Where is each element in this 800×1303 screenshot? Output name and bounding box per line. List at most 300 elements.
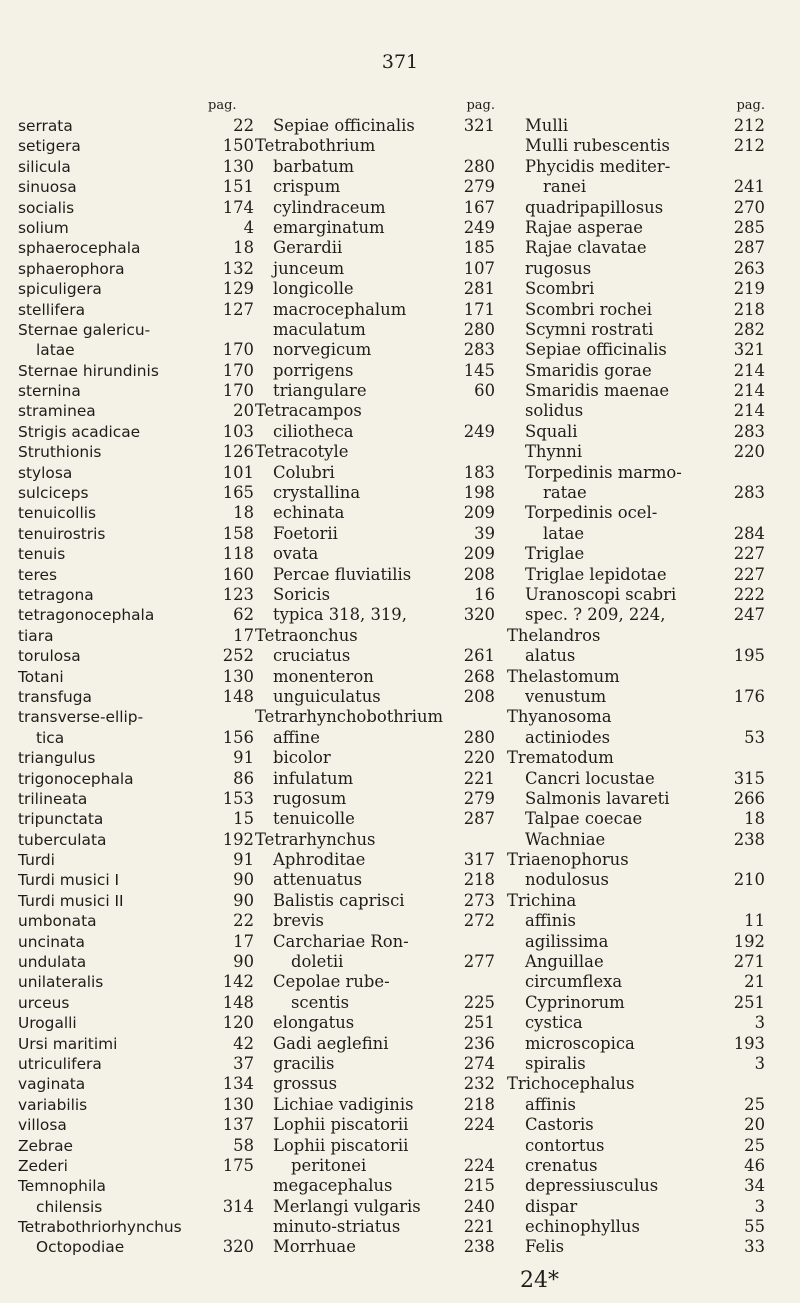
index-entry [255,830,503,850]
entry-page: 176 [733,686,765,706]
entry-label: affinis [525,1094,576,1114]
entry-page: 283 [733,483,765,503]
entry-label: doletii [291,952,344,972]
index-entry [18,1156,264,1176]
entry-label: Foetorii [273,523,338,543]
entry-page: 123 [222,584,254,604]
entry-label: Felis [525,1237,565,1257]
entry-page: 220 [463,748,495,768]
entry-label: socialis [18,198,75,217]
index-entry [507,1054,765,1074]
index-entry [18,1237,264,1257]
index-entry [255,993,503,1013]
entry-label: Tetraonchus [255,625,358,645]
index-entry [255,972,503,992]
entry-page: 130 [222,666,254,686]
entry-page: 91 [233,748,254,768]
entry-label: junceum [273,258,345,278]
index-entry [18,1197,264,1217]
entry-label: vaginata [18,1075,86,1094]
entry-label: tenuicollis [18,504,97,523]
entry-page: 90 [233,870,254,890]
entry-label: Smaridis gorae [525,360,652,380]
entry-label: bicolor [273,748,331,768]
index-entry [255,1034,503,1054]
index-entry [18,728,264,748]
entry-label: tica [36,728,65,747]
entry-page: 18 [233,503,254,523]
index-entry [507,259,765,279]
index-entry [255,1237,503,1257]
entry-label: longicolle [273,279,354,299]
entry-page: 192 [733,931,765,951]
entry-label: Morrhuae [273,1237,356,1257]
entry-page: 192 [222,829,254,849]
index-entry [255,442,503,462]
entry-page: 18 [233,238,254,258]
index-entry [507,1013,765,1033]
index-entry [18,1176,264,1196]
entry-page: 15 [233,809,254,829]
entry-page: 317 [463,850,495,870]
entry-label: rugosum [273,788,347,808]
entry-label: Sepiae officinalis [273,116,415,135]
index-entry [507,1197,765,1217]
entry-label: ranei [543,177,587,197]
entry-page: 218 [463,1094,495,1114]
entry-page: 25 [744,1094,765,1114]
entry-label: Thelandros [507,625,601,645]
index-entry [255,503,503,523]
entry-label: Thynni [525,442,583,462]
index-entry [255,565,503,585]
index-entry [18,809,264,829]
index-entry [18,503,264,523]
index-entry [255,136,503,156]
index-entry [255,789,503,809]
index-entry [255,422,503,442]
index-entry [507,769,765,789]
index-entry [507,116,765,136]
entry-page: 118 [222,544,254,564]
entry-label: actiniodes [525,727,611,747]
entry-label: spiralis [525,1053,586,1073]
index-entry [18,1034,264,1054]
entry-page: 315 [733,768,765,788]
entry-label: Sternae hirundinis [18,361,159,380]
index-entry [507,503,765,523]
pag-header: pag. [208,98,237,113]
entry-label: Zebrae [18,1136,74,1155]
entry-page: 271 [733,952,765,972]
entry-page: 174 [222,197,254,217]
index-entry [507,361,765,381]
entry-page: 215 [463,1176,495,1196]
index-entry [18,891,264,911]
entry-label: Salmonis lavareti [525,788,670,808]
entry-label: tetragona [18,585,94,604]
index-entry [255,463,503,483]
entry-page: 251 [463,1013,495,1033]
index-entry [18,932,264,952]
index-column-2 [255,98,503,1258]
index-entry [507,1095,765,1115]
entry-page: 39 [474,523,495,543]
index-entry [255,1074,503,1094]
entry-label: quadripapillosus [525,197,664,217]
index-entry [507,993,765,1013]
entry-page: 18 [744,809,765,829]
entry-label: Soricis [273,584,331,604]
index-entry [255,320,503,340]
index-entry [507,565,765,585]
entry-label: barbatum [273,156,355,176]
entry-page: 132 [222,258,254,278]
entry-page: 247 [733,605,765,625]
index-entry [255,1156,503,1176]
entry-label: Phycidis mediter- [525,156,671,176]
index-entry [255,605,503,625]
index-entry [507,1034,765,1054]
index-entry [18,381,264,401]
entry-page: 137 [222,1115,254,1135]
index-entry [18,340,264,360]
index-entry [507,1074,765,1094]
entry-page: 183 [463,462,495,482]
entry-label: ciliotheca [273,421,354,441]
entry-page: 238 [733,829,765,849]
entry-page: 212 [733,116,765,135]
index-entry [255,1054,503,1074]
index-entry [18,524,264,544]
index-entry [255,687,503,707]
entry-page: 279 [463,177,495,197]
entry-label: affine [273,727,320,747]
entry-page: 285 [733,217,765,237]
index-entry [255,361,503,381]
entry-page: 170 [222,340,254,360]
entry-page: 142 [222,972,254,992]
index-entry [507,687,765,707]
entry-page: 126 [222,442,254,462]
entry-page: 238 [463,1237,495,1257]
index-entry [255,340,503,360]
index-entry [255,218,503,238]
index-entry [507,1115,765,1135]
index-entry [255,646,503,666]
entry-page: 251 [733,992,765,1012]
index-entry [507,748,765,768]
index-entry [255,238,503,258]
entry-page: 150 [222,136,254,156]
index-entry [255,728,503,748]
entry-label: sulciceps [18,484,89,503]
index-entry [18,585,264,605]
index-entry [507,544,765,564]
entry-page: 90 [233,890,254,910]
index-entry [18,952,264,972]
entry-label: tenuirostris [18,524,106,543]
index-entry [507,1156,765,1176]
entry-label: unguiculatus [273,686,381,706]
index-entry [255,932,503,952]
index-entry [507,932,765,952]
index-entry [507,830,765,850]
index-entry [255,809,503,829]
entry-label: Turdi musici I [18,871,120,890]
index-entry [255,157,503,177]
index-entry [18,605,264,625]
index-entry [507,320,765,340]
entry-page: 4 [243,217,254,237]
entry-page: 281 [463,279,495,299]
index-entry [255,279,503,299]
entry-label: torulosa [18,647,81,666]
entry-label: tiara [18,626,54,645]
index-entry [255,707,503,727]
entry-label: Cancri locustae [525,768,655,788]
entry-label: Mulli rubescentis [525,136,670,156]
entry-label: crenatus [525,1155,598,1175]
entry-page: 17 [233,931,254,951]
entry-label: Tetrarhynchus [255,829,376,849]
index-entry [507,626,765,646]
entry-page: 240 [463,1196,495,1216]
entry-label: Thelastomum [507,666,620,686]
entry-label: Urogalli [18,1014,77,1033]
entry-label: Squali [525,421,578,441]
index-entry [255,116,503,136]
entry-label: brevis [273,911,324,931]
index-entry [255,850,503,870]
entry-label: Trichocephalus [507,1074,635,1094]
entry-label: gracilis [273,1053,335,1073]
index-entry [255,769,503,789]
entry-page: 90 [233,952,254,972]
entry-label: umbonata [18,912,97,931]
entry-page: 103 [222,421,254,441]
entry-page: 21 [744,972,765,992]
entry-page: 320 [222,1237,254,1257]
entry-label: silicula [18,157,71,176]
pag-header: pag. [466,98,495,113]
entry-label: affinis [525,911,576,931]
entry-label: Merlangi vulgaris [273,1196,421,1216]
index-entry [507,850,765,870]
entry-label: Ursi maritimi [18,1034,118,1053]
entry-page: 198 [463,483,495,503]
entry-page: 156 [222,727,254,747]
entry-page: 320 [463,605,495,625]
index-entry [255,524,503,544]
index-entry [507,300,765,320]
index-entry [255,544,503,564]
entry-page: 279 [463,788,495,808]
entry-label: trilineata [18,789,88,808]
entry-label: Gadi aeglefini [273,1033,389,1053]
entry-page: 221 [463,1217,495,1237]
index-entry [255,891,503,911]
entry-page: 60 [474,381,495,401]
entry-page: 268 [463,666,495,686]
entry-label: grossus [273,1074,337,1094]
entry-label: monenteron [273,666,374,686]
entry-label: typica 318, 319, [273,605,407,625]
index-entry [18,442,264,462]
entry-label: Tetrabothriorhynchus [18,1218,182,1237]
index-entry [507,728,765,748]
index-entry [18,198,264,218]
index-entry [507,1237,765,1257]
entry-label: Trematodum [507,748,614,768]
index-entry [18,769,264,789]
entry-page: 282 [733,319,765,339]
entry-page: 270 [733,197,765,217]
entry-page: 171 [463,299,495,319]
entry-page: 16 [474,584,495,604]
entry-label: tenuicolle [273,809,355,829]
index-entry [18,565,264,585]
entry-label: triangulare [273,381,367,401]
entry-label: Aphroditae [273,850,366,870]
entry-label: echinophyllus [525,1217,640,1237]
entry-label: ovata [273,544,319,564]
index-entry [18,830,264,850]
entry-page: 134 [222,1074,254,1094]
entry-label: utriculifera [18,1054,102,1073]
entry-page: 321 [463,116,495,135]
index-entry [18,850,264,870]
index-entry [18,972,264,992]
entry-label: triangulus [18,749,96,768]
entry-page: 283 [733,421,765,441]
index-entry [255,585,503,605]
entry-label: serrata [18,117,73,135]
entry-page: 263 [733,258,765,278]
index-entry [18,1013,264,1033]
entry-label: nodulosus [525,870,609,890]
entry-label: Turdi [18,851,55,870]
index-entry [255,259,503,279]
entry-page: 214 [733,381,765,401]
entry-page: 20 [233,401,254,421]
index-entry [507,422,765,442]
entry-label: Zederi [18,1156,68,1175]
index-entry [507,136,765,156]
index-entry [507,707,765,727]
entry-label: Temnophila [18,1177,106,1196]
entry-label: Sepiae officinalis [525,340,667,360]
index-entry [18,1217,264,1237]
entry-page: 227 [733,564,765,584]
entry-label: Triaenophorus [507,850,629,870]
index-entry [255,911,503,931]
entry-label: emarginatum [273,217,385,237]
entry-label: Smaridis maenae [525,381,670,401]
entry-page: 218 [733,299,765,319]
index-entry [507,238,765,258]
index-entry [18,320,264,340]
index-entry [18,300,264,320]
entry-label: Cepolae rube- [273,972,390,992]
entry-page: 3 [754,1196,765,1216]
index-entry [507,381,765,401]
entry-page: 280 [463,727,495,747]
entry-label: latae [543,523,585,543]
entry-label: uncinata [18,932,85,951]
entry-label: Castoris [525,1115,594,1135]
entry-label: solium [18,218,69,237]
entry-label: spiculigera [18,280,102,299]
entry-label: Percae fluviatilis [273,564,412,584]
index-entry [507,870,765,890]
entry-label: Tetrabothrium [255,136,376,156]
signature-mark: 24* [520,1268,559,1293]
index-entry [18,361,264,381]
entry-label: maculatum [273,319,366,339]
entry-page: 130 [222,1094,254,1114]
index-entry [18,911,264,931]
entry-label: unilateralis [18,973,104,992]
index-entry [507,972,765,992]
index-entry [255,300,503,320]
entry-label: macrocephalum [273,299,407,319]
entry-label: variabilis [18,1095,88,1114]
entry-page: 195 [733,646,765,666]
entry-page: 101 [222,462,254,482]
entry-label: Uranoscopi scabri [525,584,677,604]
entry-label: undulata [18,953,87,972]
entry-page: 214 [733,401,765,421]
entry-label: Wachniae [525,829,606,849]
entry-page: 86 [233,768,254,788]
index-entry [507,279,765,299]
index-entry [18,483,264,503]
entry-page: 252 [222,646,254,666]
entry-label: Triglae [525,544,585,564]
index-entry [18,136,264,156]
entry-page: 170 [222,381,254,401]
entry-label: Sternae galericu- [18,320,151,339]
entry-label: sinuosa [18,178,77,197]
entry-page: 280 [463,156,495,176]
index-entry [255,177,503,197]
entry-label: sternina [18,382,81,401]
entry-label: transfuga [18,687,92,706]
index-entry [255,483,503,503]
entry-label: infulatum [273,768,354,788]
index-entry [18,218,264,238]
index-entry [18,1136,264,1156]
index-entry [507,1176,765,1196]
entry-page: 175 [222,1155,254,1175]
index-entry [507,952,765,972]
entry-label: elongatus [273,1013,355,1033]
entry-page: 266 [733,788,765,808]
entry-label: Thyanosoma [507,707,612,727]
index-entry [507,605,765,625]
entry-label: rugosus [525,258,592,278]
entry-label: Lichiae vadiginis [273,1094,414,1114]
entry-page: 46 [744,1155,765,1175]
entry-page: 261 [463,646,495,666]
index-entry [507,463,765,483]
entry-page: 212 [733,136,765,156]
entry-label: Totani [18,667,64,686]
entry-label: Strigis acadicae [18,422,141,441]
entry-page: 130 [222,156,254,176]
index-entry [507,891,765,911]
